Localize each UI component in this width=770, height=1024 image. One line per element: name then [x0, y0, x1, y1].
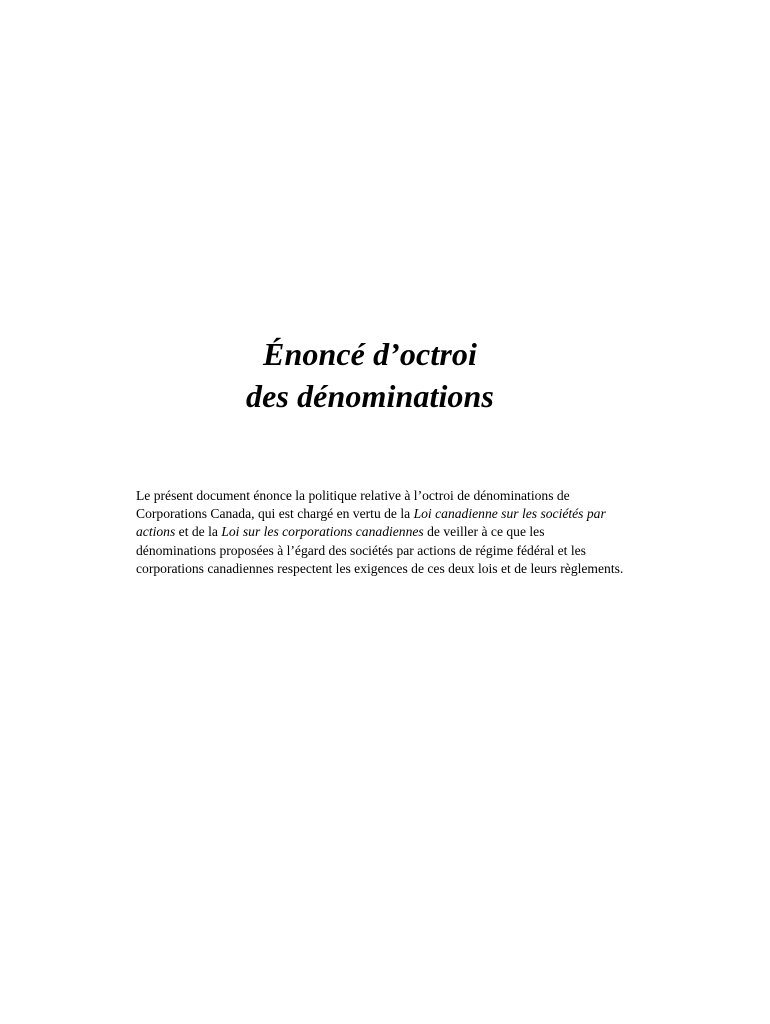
intro-paragraph: [136, 487, 626, 578]
paragraph-text-2: et de la: [175, 524, 222, 540]
paragraph-text-1: Le présent document énonce la politique relative à l’octroi de dénominations de Corporations Canada, qui est chargé en vertu de la: [136, 488, 570, 522]
document-title: [0, 333, 740, 417]
act-title-ccc: Loi sur les corporations canadiennes: [221, 524, 424, 540]
paragraph-text-3: de veiller à ce que les dénominations proposées à l’égard des sociétés par actions de régime fédéral et les corporations canadiennes respectent les exigences de ces deux lois et de leurs règlements.: [136, 524, 624, 576]
act-title-cbca: Loi canadienne sur les sociétés par actions: [136, 506, 606, 540]
title-line-2: des dénominations: [246, 378, 494, 414]
title-line-1: Énoncé d’octroi: [263, 336, 477, 372]
